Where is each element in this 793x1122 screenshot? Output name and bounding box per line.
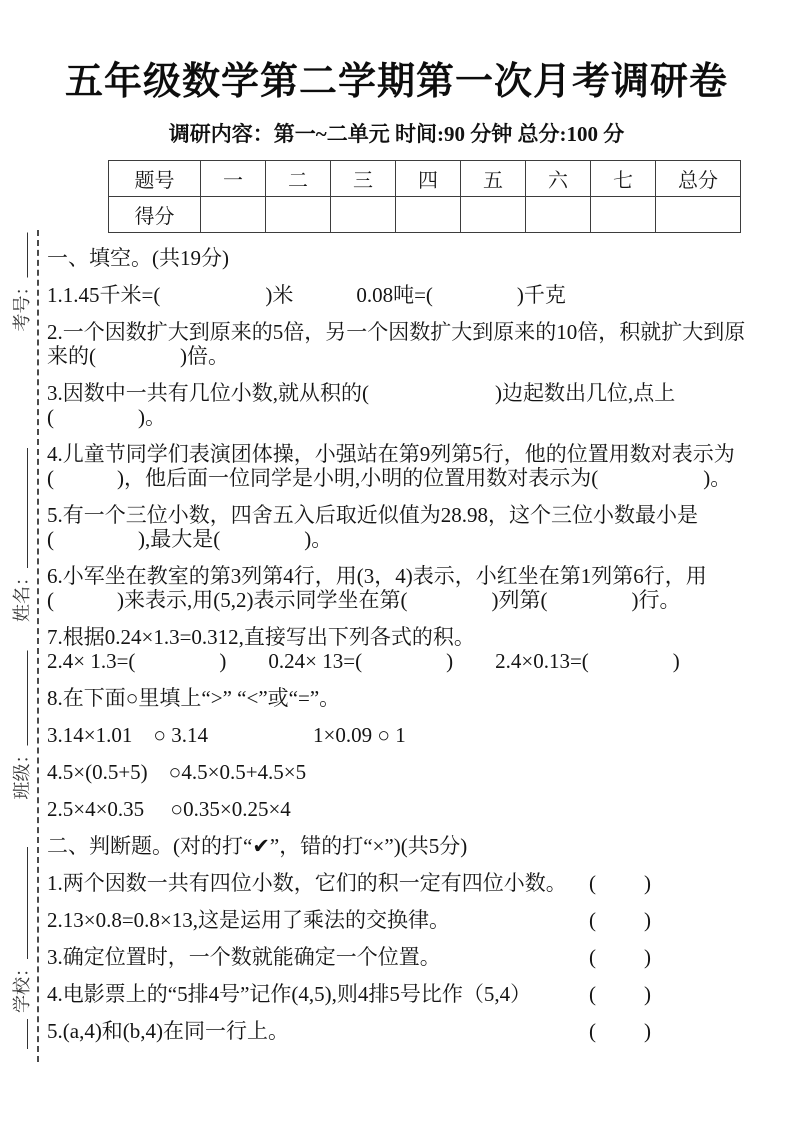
score-cell: [201, 197, 266, 233]
score-table-header-row: [109, 161, 741, 197]
school-blank-lead: [13, 1019, 28, 1049]
score-cell: [396, 197, 461, 233]
school-label: 学校：: [12, 959, 32, 1013]
score-table-corner: 题号: [109, 161, 201, 197]
fill-question-5: 5.有一个三位小数，四舍五入后取近似值为28.98，这个三位小数最小是 ( ),最大是( )。: [47, 503, 698, 551]
judge-question-5: [47, 1019, 765, 1043]
judge-question-1: [47, 871, 765, 895]
judge-text-4: 4.电影票上的“5排4号”记作(4,5),则4排5号比作（5,4）: [47, 982, 532, 1006]
score-col-7: 七: [591, 161, 656, 197]
fill-question-2: 2.一个因数扩大到原来的5倍，另一个因数扩大到原来的10倍，积就扩大到原 来的( )倍。: [47, 320, 746, 368]
fill-question-1: 1.1.45千米=( )米 0.08吨=( )千克: [47, 283, 566, 307]
judge-question-4: [47, 982, 765, 1006]
score-col-6: 六: [526, 161, 591, 197]
fill-question-8: 8.在下面○里填上“>” “<”或“=”。: [47, 686, 341, 710]
score-cell-total: [656, 197, 741, 233]
student-name-blank: [13, 448, 28, 568]
score-cell: [591, 197, 656, 233]
answer-bracket-5: ( ): [589, 1019, 653, 1043]
school-field: [8, 847, 34, 1049]
score-cell: [526, 197, 591, 233]
judge-text-5: 5.(a,4)和(b,4)在同一行上。: [47, 1019, 290, 1043]
score-col-2: 二: [266, 161, 331, 197]
answer-bracket-2: ( ): [589, 908, 653, 932]
score-table-score-row: [109, 197, 741, 233]
margin-dashed-divider: [37, 230, 39, 1062]
student-name-label: 姓名：: [12, 568, 32, 622]
answer-bracket-1: ( ): [589, 871, 653, 895]
fill-question-3: 3.因数中一共有几位小数,就从积的( )边起数出几位,点上 ( )。: [47, 381, 676, 429]
school-blank: [13, 847, 28, 959]
fill-question-7: 7.根据0.24×1.3=0.312,直接写出下列各式的积。 2.4× 1.3=( ) 0.24× 13=( ) 2.4×0.13=( ): [47, 625, 680, 673]
score-col-1: 一: [201, 161, 266, 197]
score-cell: [266, 197, 331, 233]
class-label: 班级：: [12, 745, 32, 800]
judge-question-2: [47, 908, 765, 932]
fill-question-4: 4.儿童节同学们表演团体操，小强站在第9列第5行，他的位置用数对表示为 ( )，他后面一位同学是小明,小明的位置用数对表示为( )。: [47, 442, 735, 490]
exam-number-field: [8, 233, 34, 332]
score-col-4: 四: [396, 161, 461, 197]
section1-heading: 一、填空。(共19分): [47, 246, 229, 270]
score-table: [108, 160, 741, 233]
score-cell: [461, 197, 526, 233]
exam-number-blank: [13, 233, 28, 278]
judge-question-3: [47, 945, 765, 969]
class-field: [8, 651, 34, 800]
exam-body: [47, 246, 765, 1056]
score-col-5: 五: [461, 161, 526, 197]
exam-number-label: 考号：: [12, 277, 32, 332]
score-cell: [331, 197, 396, 233]
score-row-label: 得分: [109, 197, 201, 233]
page-title: 五年级数学第二学期第一次月考调研卷: [64, 61, 728, 103]
exam-info-line: 调研内容：第一~二单元 时间:90 分钟 总分:100 分: [168, 122, 625, 146]
judge-text-1: 1.两个因数一共有四位小数，它们的积一定有四位小数。: [47, 871, 567, 895]
score-col-total: 总分: [656, 161, 741, 197]
compare-row-1: 3.14×1.01 ○ 3.14 1×0.09 ○ 1: [47, 723, 406, 747]
answer-bracket-4: ( ): [589, 982, 653, 1006]
score-col-3: 三: [331, 161, 396, 197]
answer-bracket-3: ( ): [589, 945, 653, 969]
judge-text-2: 2.13×0.8=0.8×13,这是运用了乘法的交换律。: [47, 908, 451, 932]
judge-text-3: 3.确定位置时，一个数就能确定一个位置。: [47, 945, 441, 969]
section2-heading: 二、判断题。(对的打“✔”，错的打“×”)(共5分): [47, 834, 468, 858]
compare-row-3: 2.5×4×0.35 ○0.35×0.25×4: [47, 797, 291, 821]
student-name-field: [8, 448, 34, 622]
fill-question-6: 6.小军坐在教室的第3列第4行，用(3，4)表示，小红坐在第1列第6行，用 ( )来表示,用(5,2)表示同学坐在第( )列第( )行。: [47, 564, 707, 612]
compare-row-2: 4.5×(0.5+5) ○4.5×0.5+4.5×5: [47, 760, 307, 784]
class-blank: [13, 651, 28, 746]
